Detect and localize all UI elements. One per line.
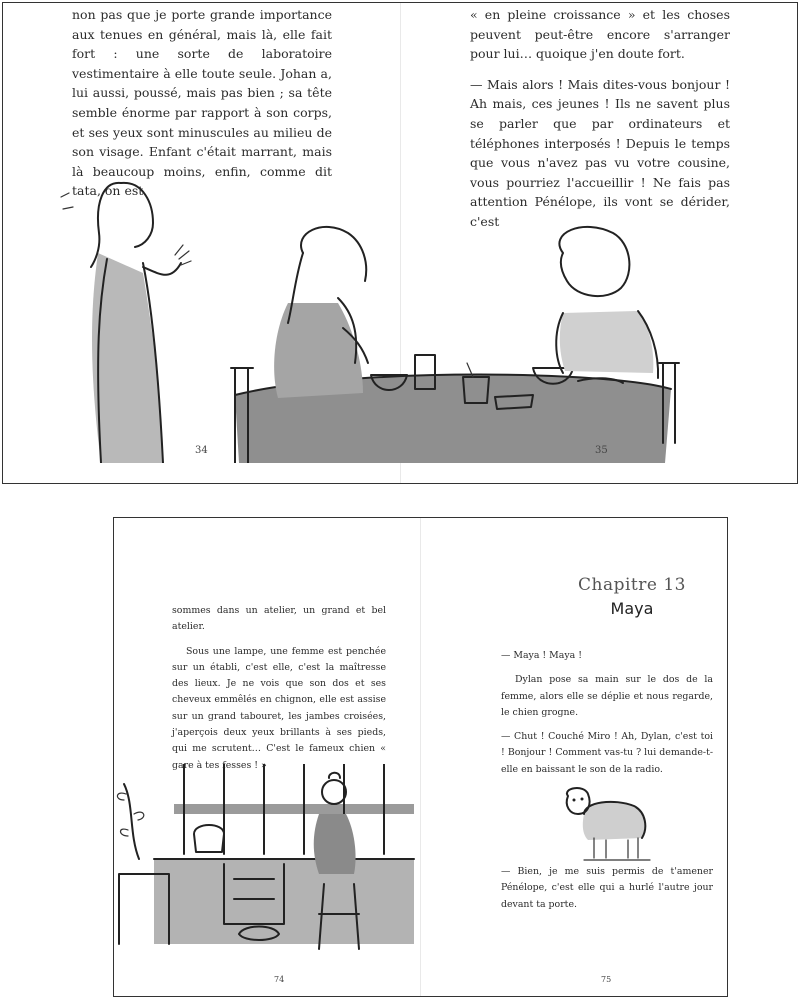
page-gutter <box>420 518 421 996</box>
page-number-74: 74 <box>274 975 285 984</box>
paragraph: Sous une lampe, une femme est penchée sur un établi, c'est elle, c'est la maîtresse des lieux. Je ne vois que son dos et ses cheveux emmêlés en chignon, elle est assise sur un grand tabouret, les jambes croisées, j'aperçois deux yeux brillants à ses pieds, qui me scrutent… C'est le fameux chien « gare à tes fesses ! » <box>172 645 386 771</box>
book-spread-top <box>2 2 798 484</box>
book-spread-bottom <box>113 517 728 997</box>
page-number-75: 75 <box>601 975 612 984</box>
paragraph: — Bien, je me suis permis de t'amener Pénélope, c'est elle qui a hurlé l'autre jour devant ta porte. <box>501 866 713 910</box>
illustration-kitchen-scene <box>3 163 797 463</box>
illustration-dog <box>554 784 664 864</box>
page-number-34: 34 <box>195 445 208 456</box>
paragraph: — Mais alors ! Mais dites-vous bonjour ! Ah mais, ces jeunes ! Ils ne savent plus se parler que par ordinateurs et téléphones interposés ! Depuis le temps que vous n'avez pas vu votre cousine, vous pourriez l'accueillir ! Ne fais pas attention Pénélope, ils vont se dérider, c'est <box>470 76 730 229</box>
page-number-35: 35 <box>595 445 608 456</box>
paragraph: — Chut ! Couché Miro ! Ah, Dylan, c'est toi ! Bonjour ! Comment vas-tu ? lui demande-t-elle en baissant le son de la radio. <box>501 731 713 775</box>
paragraph: « en pleine croissance » et les choses peuvent peut-être encore s'arranger pour lui… quoique j'en doute fort. <box>470 7 730 62</box>
paragraph: Dylan pose sa main sur le dos de la femme, alors elle se déplie et nous regarde, le chien grogne. <box>501 674 713 718</box>
paragraph: sommes dans un atelier, un grand et bel atelier. <box>172 605 386 633</box>
chapter-title: Maya <box>610 599 654 618</box>
page-74-text <box>172 603 386 774</box>
page-75-text-upper <box>501 648 713 778</box>
illustration-workshop <box>114 764 420 964</box>
chapter-label: Chapitre 13 <box>578 575 686 595</box>
page-75-text-lower <box>501 864 713 913</box>
paragraph: non pas que je porte grande importance aux tenues en général, mais là, elle fait fort : une sorte de laboratoire vestimentaire à elle toute seule. Johan a, lui aussi, poussé, mais pas bien ; sa tête semble énorme par rapport à son corps, et ses yeux sont minuscules au milieu de son visage. Enfant c'était marrant, mais là beaucoup moins, enfin, comme dit tata, on est <box>72 7 332 199</box>
paragraph: — Maya ! Maya ! <box>501 650 582 661</box>
